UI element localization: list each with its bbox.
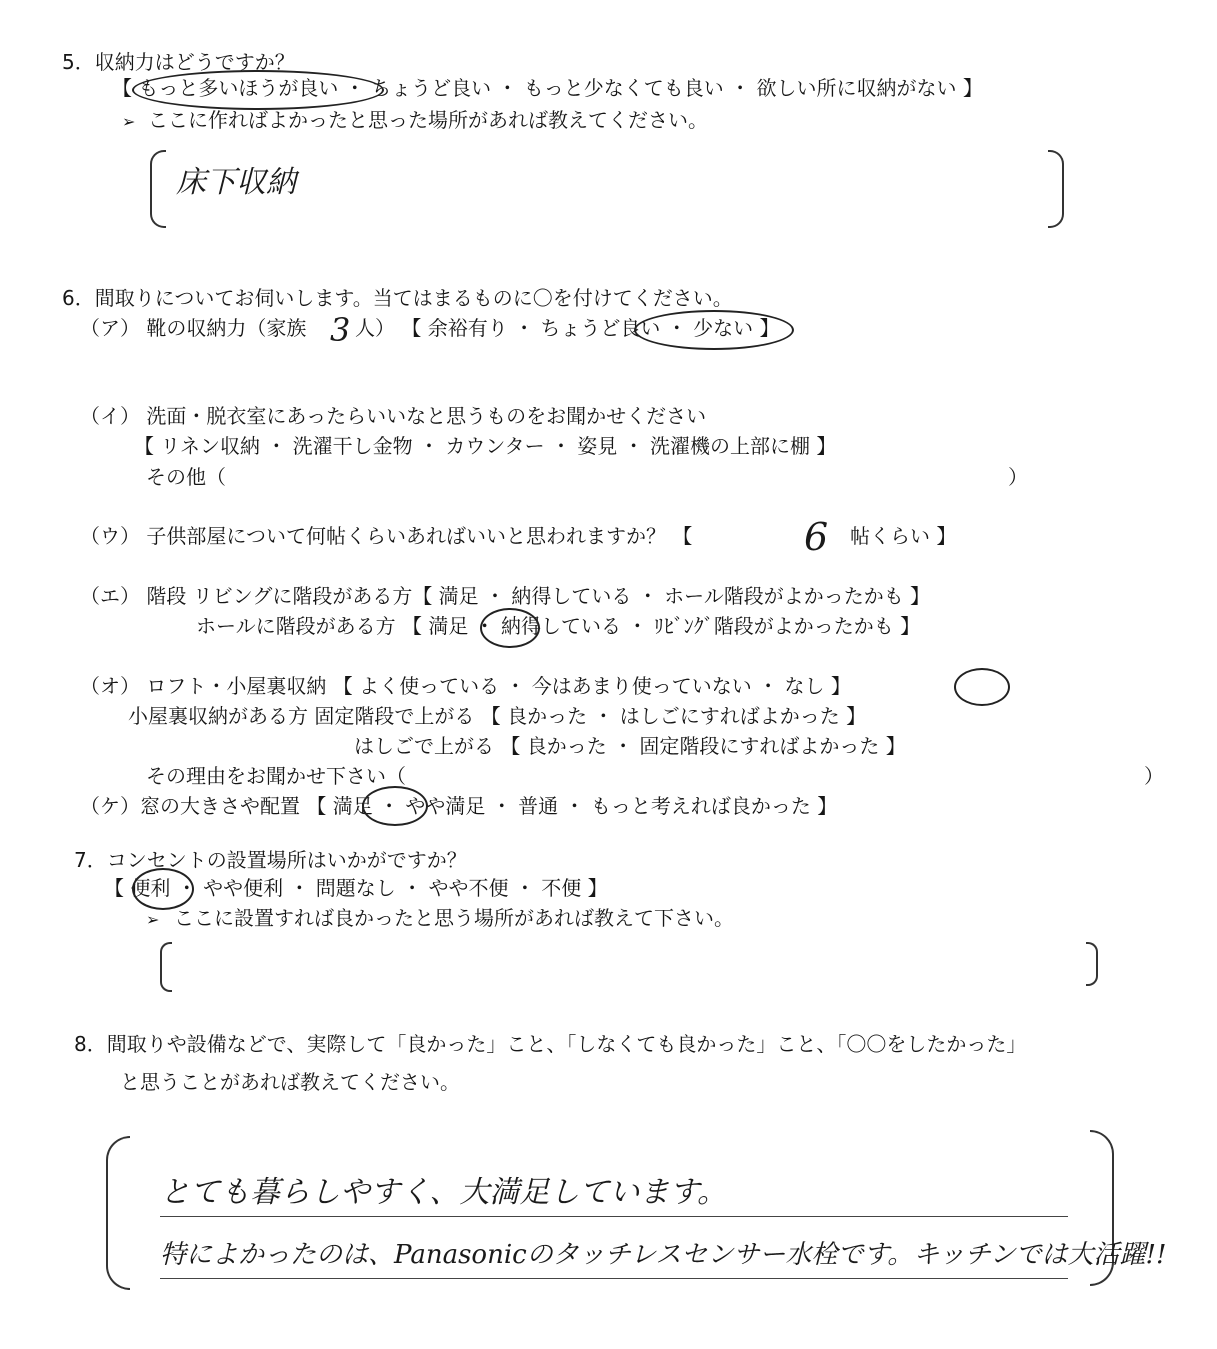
arrow-icon: ➢ xyxy=(122,112,136,131)
q5-options: 【 もっと多いほうが良い ・ ちょうど良い ・ もっと少なくても良い ・ 欲しい所に収納がない 】 xyxy=(112,76,983,100)
q7-sub-prompt: ここに設置すれば良かったと思う場所があれば教えて下さい。 xyxy=(174,906,734,930)
q8-handwritten-answer-line1: とても暮らしやすく、大満足しています。 xyxy=(160,1175,727,1210)
q6-i-other: その他（ xyxy=(146,465,226,489)
selection-circle xyxy=(954,668,1010,706)
answer-bracket-right xyxy=(1048,150,1064,228)
q7-options: 【 便利 ・ やや便利 ・ 問題なし ・ やや不便 ・ 不便 】 xyxy=(104,876,608,900)
q6-ke-line: （ケ）窓の大きさや配置 【 満足 ・ やや満足 ・ 普通 ・ もっと考えれば良かった 】 xyxy=(80,794,838,818)
q6-u-rest: 帖くらい 】 xyxy=(850,524,957,548)
answer-rule xyxy=(160,1216,1068,1217)
q6-o-reason: その理由をお聞かせ下さい（ xyxy=(146,764,406,788)
q6-a-line: （ア） 靴の収納力（家族 xyxy=(80,316,307,340)
q5-sub-prompt: ここに作ればよかったと思った場所があれば教えてください。 xyxy=(148,108,708,132)
q6-u-line: （ウ） 子供部屋について何帖くらいあればいいと思われますか？ 【 xyxy=(80,524,693,548)
answer-bracket-left xyxy=(106,1136,130,1290)
q5-handwritten-answer: 床下収納 xyxy=(176,165,296,200)
q6-o-line2: 小屋裏収納がある方 固定階段で上がる 【 良かった ・ はしごにすればよかった 】 xyxy=(128,704,867,728)
q6-u-value-handwritten: 6 xyxy=(804,515,829,559)
q6-e-line1: （エ） 階段 リビングに階段がある方【 満足 ・ 納得している ・ ホール階段がよかったかも 】 xyxy=(80,584,931,608)
q7-title: 7．コンセントの設置場所はいかがですか？ xyxy=(74,848,467,872)
arrow-icon: ➢ xyxy=(146,910,160,929)
q6-i-line: （イ） 洗面・脱衣室にあったらいいなと思うものをお聞かせください xyxy=(80,404,707,428)
q6-i-options: 【 リネン収納 ・ 洗濯干し金物 ・ カウンター ・ 姿見 ・ 洗濯機の上部に棚 】 xyxy=(134,434,837,458)
selection-circle xyxy=(132,70,384,110)
selection-circle xyxy=(132,868,194,910)
q6-e-line2: ホールに階段がある方 【 満足 ・ 納得している ・ ﾘﾋﾞﾝｸﾞ階段がよかったかも 】 xyxy=(196,614,921,638)
q6-o-line1: （オ） ロフト・小屋裏収納 【 よく使っている ・ 今はあまり使っていない ・ なし 】 xyxy=(80,674,851,698)
answer-bracket-right xyxy=(1086,942,1098,986)
q6-a-rest: 人） 【 余裕有り ・ ちょうど良い ・ 少ない 】 xyxy=(355,316,780,340)
q6-i-other-close: ） xyxy=(1008,465,1028,489)
q8-handwritten-answer-line2: 特によかったのは、Panasonicのタッチレスセンサー水栓です。キッチンでは大活躍!! xyxy=(160,1240,1167,1270)
selection-circle xyxy=(634,310,794,350)
answer-rule xyxy=(160,1278,1068,1279)
selection-circle xyxy=(362,786,428,826)
q6-a-people-handwritten: 3 xyxy=(330,311,351,349)
q5-title: 5．収納力はどうですか？ xyxy=(62,50,295,74)
q8-title-line1: 8．間取りや設備などで、実際して「良かった」こと、「しなくても良かった」こと、「〇〇をしたかった」 xyxy=(74,1032,1027,1056)
q6-o-reason-close: ） xyxy=(1144,764,1164,788)
q6-o-line3: はしごで上がる 【 良かった ・ 固定階段にすればよかった 】 xyxy=(354,734,906,758)
q8-title-line2: と思うことがあれば教えてください。 xyxy=(120,1070,460,1094)
answer-bracket-left xyxy=(160,942,172,992)
selection-circle xyxy=(480,608,540,648)
answer-bracket-left xyxy=(150,150,166,228)
q6-title: 6．間取りについてお伺いします。当てはまるものに〇を付けてください。 xyxy=(62,286,733,310)
